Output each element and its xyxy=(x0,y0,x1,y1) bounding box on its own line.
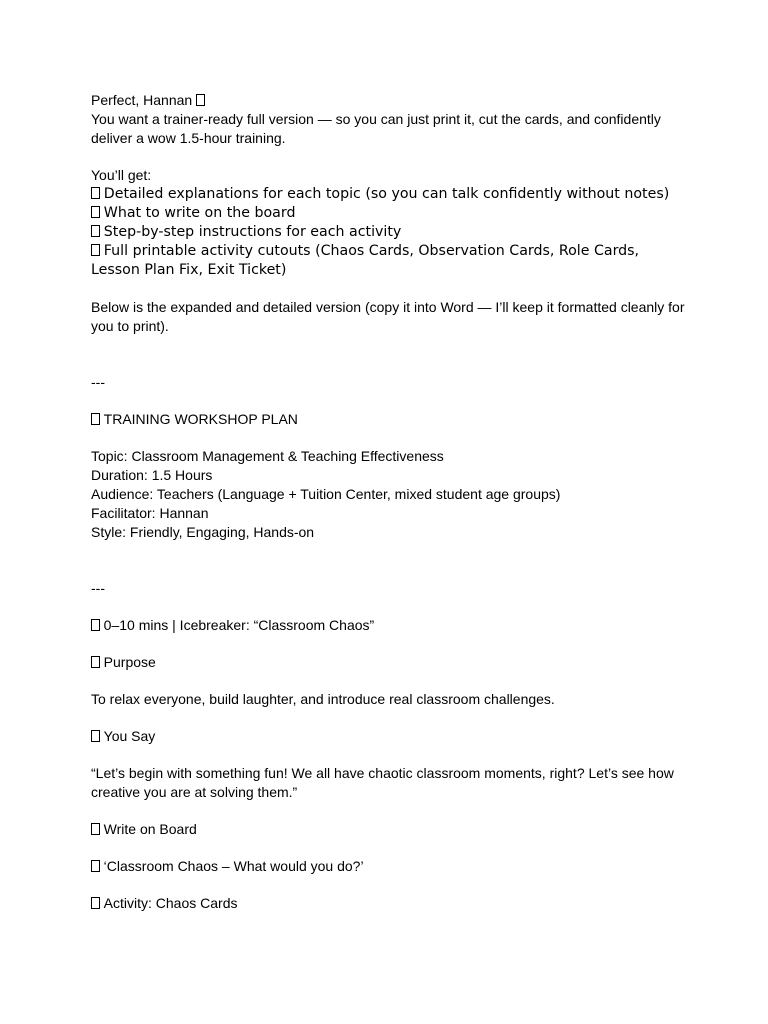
board-label: Write on Board xyxy=(91,820,691,839)
youll-get-label: You’ll get: xyxy=(91,167,152,183)
list-item: What to write on the board xyxy=(91,204,691,223)
separator: --- xyxy=(91,580,105,596)
plan-facilitator: Facilitator: Hannan xyxy=(91,505,209,521)
activity-label: Activity: Chaos Cards xyxy=(91,894,691,913)
greeting-text: Perfect, Hannan xyxy=(91,92,193,108)
speech-icon xyxy=(91,730,100,742)
plan-audience: Audience: Teachers (Language + Tuition Center, mixed student age groups) xyxy=(91,486,561,502)
cards-icon xyxy=(91,897,100,909)
pencil-icon xyxy=(91,823,100,835)
list-item: Full printable activity cutouts (Chaos Cards, Observation Cards, Role Cards, Lesson Plan Fix, Exit Ticket) xyxy=(91,243,640,278)
intro-paragraph: You want a trainer-ready full version — so you can just print it, cut the cards, and confidently deliver a wow 1.5-hour training. xyxy=(91,111,661,146)
below-paragraph: Below is the expanded and detailed version (copy it into Word — I’ll keep it formatted cleanly for you to print). xyxy=(91,299,685,334)
emoji-icon xyxy=(196,94,205,106)
purpose-text: To relax everyone, build laughter, and introduce real classroom challenges. xyxy=(91,691,555,707)
check-icon xyxy=(91,225,100,237)
list-item: Detailed explanations for each topic (so you can talk confidently without notes) xyxy=(91,185,691,204)
greeting-line xyxy=(91,91,691,110)
section-heading: 0–10 mins | Icebreaker: “Classroom Chaos” xyxy=(91,616,691,635)
you-say-text: “Let’s begin with something fun! We all have chaotic classroom moments, right? Let’s see how creative you are at solving them.” xyxy=(91,765,674,800)
check-icon xyxy=(91,244,100,256)
purpose-label: Purpose xyxy=(91,653,691,672)
plan-heading: TRAINING WORKSHOP PLAN xyxy=(91,410,691,429)
plan-duration: Duration: 1.5 Hours xyxy=(91,467,213,483)
document-page xyxy=(91,91,691,913)
list-item: Step-by-step instructions for each activity xyxy=(91,223,691,242)
check-icon xyxy=(91,206,100,218)
clock-icon xyxy=(91,619,100,631)
plan-style: Style: Friendly, Engaging, Hands-on xyxy=(91,524,315,540)
target-icon xyxy=(91,656,100,668)
plan-topic: Topic: Classroom Management & Teaching Effectiveness xyxy=(91,448,444,464)
clipboard-icon xyxy=(91,413,100,425)
check-icon xyxy=(91,187,100,199)
separator: --- xyxy=(91,374,105,390)
you-say-label: You Say xyxy=(91,727,691,746)
board-text: ‘Classroom Chaos – What would you do?’ xyxy=(91,857,691,876)
arrow-icon xyxy=(91,860,100,872)
